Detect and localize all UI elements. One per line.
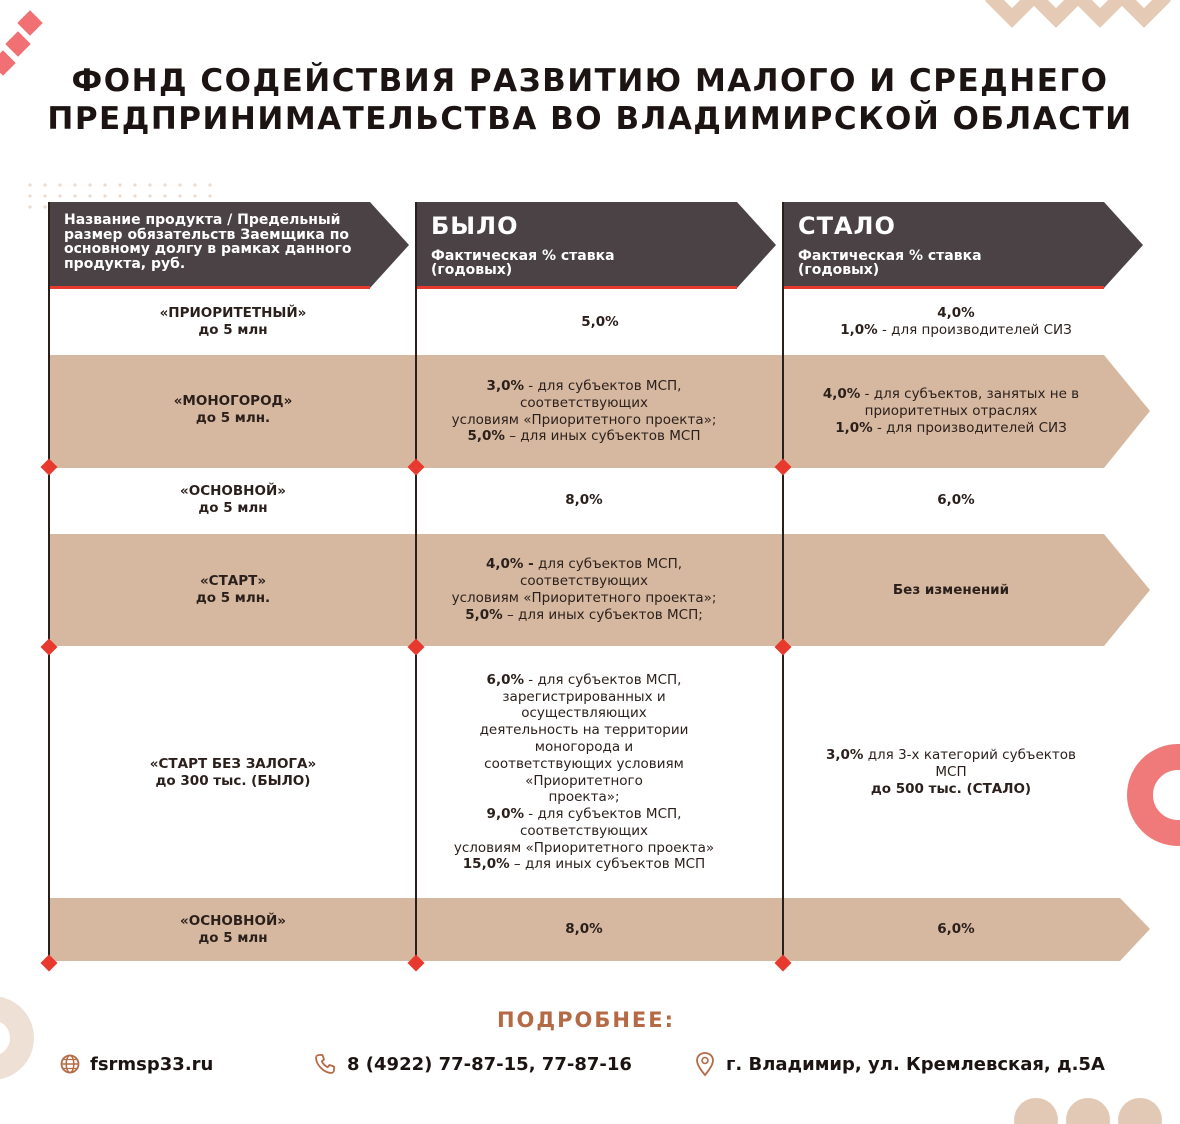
rate-line: условиям «Приоритетного проекта»	[453, 839, 715, 856]
rate-line	[487, 672, 682, 689]
rate-note: – для иных субъектов МСП;	[502, 606, 703, 623]
rate-value: 4,0%	[937, 305, 975, 322]
more-info-heading: ПОДРОБНЕЕ:	[496, 1008, 676, 1032]
rate-line: соответствующих	[519, 573, 648, 590]
row-3-product	[52, 470, 414, 530]
rate-note: - для субъектов МСП,	[524, 671, 682, 688]
rate-line	[465, 607, 703, 624]
rate-line: проекта»;	[548, 789, 620, 806]
rate-value: 1,0%	[840, 322, 878, 338]
rate-line: соответствующих	[519, 822, 648, 839]
product-name: «СТАРТ»	[199, 573, 267, 590]
location-pin-icon	[694, 1051, 716, 1077]
rate-value: Без изменений	[892, 581, 1010, 598]
rate-value: 9,0%	[486, 806, 524, 823]
decor-ring-right	[1140, 757, 1180, 833]
row-3-before	[419, 470, 749, 530]
header-product: Название продукта / Предельный размер обязательств Заемщика по основному долгу в рамках данного продукта, руб.	[64, 212, 352, 272]
product-limit: до 5 млн	[198, 500, 268, 516]
rate-line: зарегистрированных и	[502, 688, 666, 705]
header-after-subtitle-line-2: (годовых)	[798, 262, 880, 278]
rate-line: «Приоритетного	[525, 772, 643, 789]
rate-note: - для субъектов МСП,	[524, 806, 682, 823]
header-before-title: БЫЛО	[431, 212, 519, 240]
rate-value: 5,0%	[467, 428, 505, 445]
rate-value: 5,0%	[581, 313, 619, 330]
page-title	[0, 62, 1180, 138]
product-limit: до 300 тыс. (БЫЛО)	[155, 772, 311, 789]
rate-note: - для производителей СИЗ	[872, 419, 1067, 436]
rate-note: – для иных субъектов МСП	[504, 428, 701, 445]
rate-line: условиям «Приоритетного проекта»;	[451, 411, 717, 428]
row-6-after	[786, 898, 1126, 961]
rate-line: МСП	[935, 764, 967, 781]
row-2-before	[419, 355, 749, 468]
header-after-subtitle	[798, 249, 982, 277]
row-5-product	[52, 650, 414, 895]
rate-line: соответствующих условиям	[484, 755, 684, 772]
rate-note: для 3-х категорий субъектов	[863, 747, 1077, 764]
product-name: «СТАРТ БЕЗ ЗАЛОГА»	[149, 755, 317, 772]
rate-note: - для производителей СИЗ	[877, 322, 1072, 338]
rate-value: 4,0%	[822, 386, 861, 403]
rate-line	[840, 322, 1072, 339]
row-5-after	[786, 650, 1116, 895]
rate-line	[826, 747, 1076, 764]
rate-line	[487, 806, 682, 823]
row-4-before	[419, 534, 749, 646]
product-name: «ОСНОВНОЙ»	[180, 912, 286, 929]
rate-note: – для иных субъектов МСП	[509, 856, 706, 873]
rate-line: приоритетных отраслях	[864, 403, 1038, 420]
rate-line: деятельность на территории	[479, 722, 689, 739]
row-1-after	[786, 292, 1126, 352]
rate-line	[835, 420, 1067, 437]
phone-numbers[interactable]: 8 (4922) 77-87-15, 77-87-16	[347, 1053, 632, 1075]
contact-address	[694, 1050, 1105, 1078]
rate-value: 5,0%	[465, 606, 503, 623]
header-before-subtitle-line-1: Фактическая % ставка	[431, 248, 615, 264]
phone-icon	[313, 1052, 337, 1076]
website-link[interactable]: fsrmsp33.ru	[90, 1053, 214, 1075]
rate-limit: до 500 тыс. (СТАЛО)	[870, 780, 1032, 797]
row-2-product	[52, 355, 414, 465]
rate-value: 6,0%	[486, 671, 524, 688]
rate-value: 6,0%	[937, 491, 975, 508]
rate-line: моногорода и	[534, 738, 634, 755]
row-4-after	[786, 534, 1116, 646]
rate-value: 4,0% -	[485, 556, 534, 573]
product-limit: до 5 млн.	[195, 410, 271, 426]
row-5-before	[419, 650, 749, 895]
rate-line: соответствующих	[519, 394, 648, 411]
decor-circles-bottom-right	[1014, 1098, 1162, 1124]
product-limit: до 5 млн	[198, 322, 268, 338]
rate-value: 15,0%	[462, 856, 510, 873]
rate-line	[486, 556, 682, 573]
header-before-subtitle	[431, 249, 615, 277]
title-line-2: ПРЕДПРИНИМАТЕЛЬСТВА ВО ВЛАДИМИРСКОЙ ОБЛАСТИ	[47, 101, 1133, 137]
rate-line	[463, 856, 705, 873]
product-name: «ПРИОРИТЕТНЫЙ»	[159, 305, 307, 322]
row-3-after	[786, 470, 1126, 530]
rate-note: для субъектов МСП,	[533, 556, 683, 573]
row-1-before	[419, 292, 781, 352]
rate-line: осуществляющих	[521, 705, 647, 722]
globe-icon	[60, 1054, 80, 1074]
product-name: «МОНОГОРОД»	[173, 393, 293, 410]
product-limit: до 5 млн	[198, 929, 268, 946]
header-before-subtitle-line-2: (годовых)	[431, 262, 513, 278]
rate-value: 3,0%	[486, 377, 524, 394]
rate-line	[487, 378, 682, 395]
row-6-product	[52, 898, 414, 961]
decor-chevrons-top-right	[990, 0, 1166, 18]
rate-note: - для субъектов МСП,	[524, 377, 682, 394]
rate-line	[467, 428, 700, 445]
product-limit: до 5 млн.	[195, 590, 271, 606]
rate-value: 3,0%	[825, 747, 864, 764]
rate-value: 8,0%	[565, 491, 603, 508]
rate-value: 6,0%	[937, 921, 975, 938]
rate-value: 8,0%	[565, 921, 603, 938]
rate-value: 1,0%	[835, 419, 873, 436]
rate-note: - для субъектов, занятых не в	[860, 386, 1080, 403]
row-4-product	[52, 534, 414, 646]
row-1-product	[52, 292, 414, 352]
row-2-after	[786, 355, 1116, 468]
header-after-subtitle-line-1: Фактическая % ставка	[798, 248, 982, 264]
product-name: «ОСНОВНОЙ»	[180, 483, 286, 500]
contact-website[interactable]	[60, 1050, 213, 1078]
rate-line: условиям «Приоритетного проекта»;	[451, 590, 717, 606]
rate-line	[823, 386, 1079, 403]
address-text: г. Владимир, ул. Кремлевская, д.5А	[726, 1053, 1105, 1075]
contact-phone[interactable]	[313, 1050, 632, 1078]
row-6-before	[419, 898, 749, 961]
title-line-1: ФОНД СОДЕЙСТВИЯ РАЗВИТИЮ МАЛОГО И СРЕДНЕГО	[71, 63, 1109, 99]
header-after-title: СТАЛО	[798, 212, 896, 240]
